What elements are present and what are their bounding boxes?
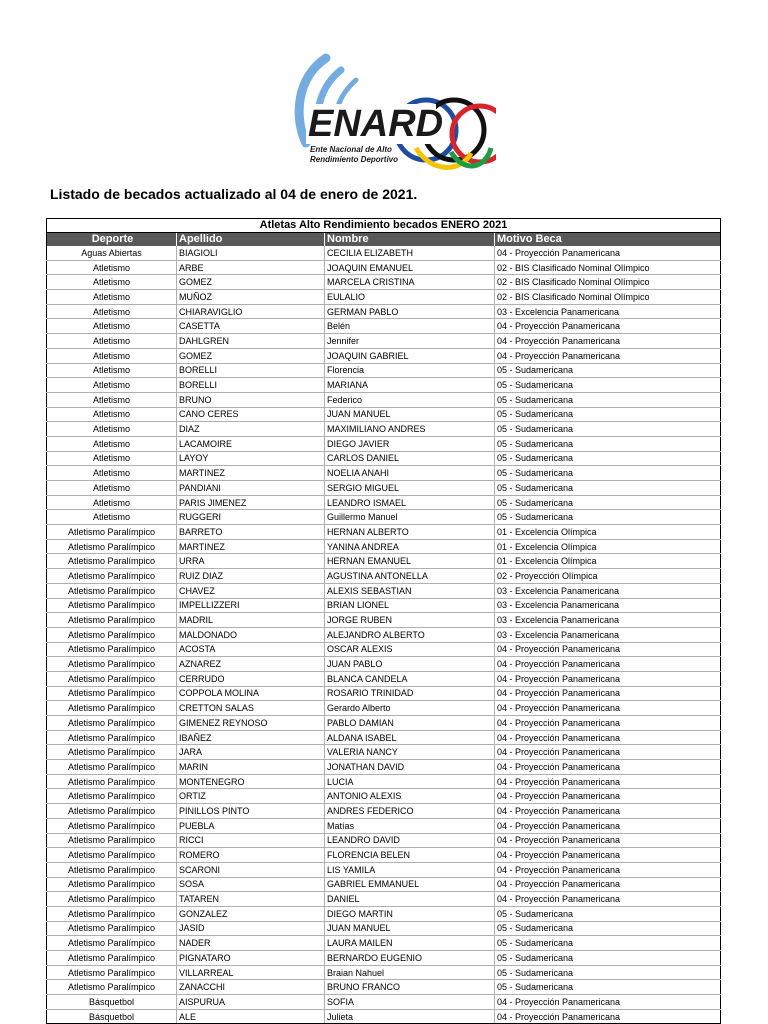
table-row [47, 363, 721, 378]
table-row [47, 921, 721, 936]
motivo-beca-cell: 02 - BIS Clasificado Nominal Olímpico [495, 275, 721, 290]
apellido-cell: URRA [177, 554, 325, 569]
nombre-cell: JUAN PABLO [325, 657, 495, 672]
deporte-cell: Atletismo Paralímpico [47, 642, 177, 657]
apellido-cell: BRUNO [177, 392, 325, 407]
deporte-cell: Atletismo [47, 363, 177, 378]
motivo-beca-cell: 05 - Sudamericana [495, 936, 721, 951]
apellido-cell: LAYOY [177, 451, 325, 466]
motivo-beca-cell: 04 - Proyección Panamericana [495, 818, 721, 833]
motivo-beca-cell: 05 - Sudamericana [495, 392, 721, 407]
table-row [47, 745, 721, 760]
table-row [47, 862, 721, 877]
nombre-cell: Gerardo Alberto [325, 701, 495, 716]
motivo-beca-cell: 04 - Proyección Panamericana [495, 334, 721, 349]
motivo-beca-cell: 02 - BIS Clasificado Nominal Olímpico [495, 260, 721, 275]
table-row [47, 525, 721, 540]
apellido-cell: COPPOLA MOLINA [177, 686, 325, 701]
table-row [47, 260, 721, 275]
motivo-beca-cell: 04 - Proyección Panamericana [495, 701, 721, 716]
nombre-cell: Julieta [325, 1009, 495, 1024]
motivo-beca-cell: 02 - BIS Clasificado Nominal Olímpico [495, 290, 721, 305]
nombre-cell: YANINA ANDREA [325, 539, 495, 554]
motivo-beca-cell: 01 - Excelencia Olímpica [495, 554, 721, 569]
apellido-cell: PIGNATARO [177, 951, 325, 966]
nombre-cell: AGUSTINA ANTONELLA [325, 569, 495, 584]
logo-subtitle-1: Ente Nacional de Alto [310, 145, 392, 154]
table-body [47, 246, 721, 1024]
motivo-beca-cell: 04 - Proyección Panamericana [495, 774, 721, 789]
apellido-cell: BIAGIOLI [177, 246, 325, 260]
nombre-cell: DIEGO MARTIN [325, 906, 495, 921]
motivo-beca-cell: 04 - Proyección Panamericana [495, 892, 721, 907]
enard-logo [286, 48, 496, 176]
table-row [47, 936, 721, 951]
motivo-beca-cell: 05 - Sudamericana [495, 422, 721, 437]
nombre-cell: FLORENCIA BELEN [325, 848, 495, 863]
nombre-cell: JUAN MANUEL [325, 407, 495, 422]
table-row [47, 833, 721, 848]
nombre-cell: MARCELA CRISTINA [325, 275, 495, 290]
motivo-beca-cell: 04 - Proyección Panamericana [495, 848, 721, 863]
motivo-beca-cell: 01 - Excelencia Olímpica [495, 539, 721, 554]
table-row [47, 980, 721, 995]
nombre-cell: EULALIO [325, 290, 495, 305]
apellido-cell: ORTIZ [177, 789, 325, 804]
deporte-cell: Atletismo Paralímpico [47, 554, 177, 569]
logo-subtitle-2: Rendimiento Deportivo [310, 155, 399, 164]
nombre-cell: Guillermo Manuel [325, 510, 495, 525]
deporte-cell: Atletismo Paralímpico [47, 862, 177, 877]
nombre-cell: JONATHAN DAVID [325, 760, 495, 775]
deporte-cell: Atletismo Paralímpico [47, 980, 177, 995]
nombre-cell: Jennifer [325, 334, 495, 349]
apellido-cell: ZANACCHI [177, 980, 325, 995]
page-heading: Listado de becados actualizado al 04 de enero de 2021. [50, 186, 418, 202]
nombre-cell: SERGIO MIGUEL [325, 481, 495, 496]
motivo-beca-cell: 05 - Sudamericana [495, 965, 721, 980]
motivo-beca-cell: 04 - Proyección Panamericana [495, 789, 721, 804]
motivo-beca-cell: 04 - Proyección Panamericana [495, 1009, 721, 1024]
deporte-cell: Atletismo [47, 290, 177, 305]
nombre-cell: ANDRES FEDERICO [325, 804, 495, 819]
table-title: Atletas Alto Rendimiento becados ENERO 2021 [47, 219, 721, 233]
table-row [47, 848, 721, 863]
deporte-cell: Atletismo Paralímpico [47, 539, 177, 554]
scholarship-table-container [46, 218, 720, 1024]
apellido-cell: LACAMOIRE [177, 436, 325, 451]
table-row [47, 510, 721, 525]
motivo-beca-cell: 04 - Proyección Panamericana [495, 862, 721, 877]
deporte-cell: Atletismo Paralímpico [47, 951, 177, 966]
motivo-beca-cell: 05 - Sudamericana [495, 378, 721, 393]
column-header-motivo-beca: Motivo Beca [495, 233, 721, 247]
apellido-cell: RUGGERI [177, 510, 325, 525]
deporte-cell: Atletismo [47, 319, 177, 334]
nombre-cell: CARLOS DANIEL [325, 451, 495, 466]
table-row [47, 319, 721, 334]
nombre-cell: JORGE RUBEN [325, 613, 495, 628]
column-header-deporte: Deporte [47, 233, 177, 247]
motivo-beca-cell: 05 - Sudamericana [495, 466, 721, 481]
deporte-cell: Atletismo Paralímpico [47, 877, 177, 892]
motivo-beca-cell: 03 - Excelencia Panamericana [495, 598, 721, 613]
deporte-cell: Atletismo Paralímpico [47, 701, 177, 716]
table-row [47, 1009, 721, 1024]
nombre-cell: GERMAN PABLO [325, 304, 495, 319]
motivo-beca-cell: 03 - Excelencia Panamericana [495, 613, 721, 628]
apellido-cell: BORELLI [177, 378, 325, 393]
deporte-cell: Atletismo Paralímpico [47, 583, 177, 598]
apellido-cell: TATAREN [177, 892, 325, 907]
deporte-cell: Atletismo Paralímpico [47, 833, 177, 848]
apellido-cell: IBAÑEZ [177, 730, 325, 745]
deporte-cell: Atletismo [47, 451, 177, 466]
nombre-cell: Braian Nahuel [325, 965, 495, 980]
table-row [47, 569, 721, 584]
deporte-cell: Atletismo Paralímpico [47, 598, 177, 613]
apellido-cell: DIAZ [177, 422, 325, 437]
table-row [47, 716, 721, 731]
nombre-cell: VALERIA NANCY [325, 745, 495, 760]
deporte-cell: Atletismo [47, 466, 177, 481]
nombre-cell: LIS YAMILA [325, 862, 495, 877]
motivo-beca-cell: 03 - Excelencia Panamericana [495, 304, 721, 319]
nombre-cell: JOAQUIN EMANUEL [325, 260, 495, 275]
apellido-cell: MALDONADO [177, 627, 325, 642]
apellido-cell: CHIARAVIGLIO [177, 304, 325, 319]
motivo-beca-cell: 04 - Proyección Panamericana [495, 745, 721, 760]
nombre-cell: DANIEL [325, 892, 495, 907]
nombre-cell: ANTONIO ALEXIS [325, 789, 495, 804]
deporte-cell: Atletismo [47, 392, 177, 407]
table-row [47, 627, 721, 642]
deporte-cell: Atletismo [47, 495, 177, 510]
deporte-cell: Atletismo Paralímpico [47, 627, 177, 642]
motivo-beca-cell: 03 - Excelencia Panamericana [495, 583, 721, 598]
table-row [47, 583, 721, 598]
apellido-cell: JARA [177, 745, 325, 760]
apellido-cell: PUEBLA [177, 818, 325, 833]
nombre-cell: CECILIA ELIZABETH [325, 246, 495, 260]
table-row [47, 378, 721, 393]
motivo-beca-cell: 03 - Excelencia Panamericana [495, 627, 721, 642]
nombre-cell: Belén [325, 319, 495, 334]
nombre-cell: OSCAR ALEXIS [325, 642, 495, 657]
table-row [47, 451, 721, 466]
apellido-cell: MARIN [177, 760, 325, 775]
apellido-cell: DAHLGREN [177, 334, 325, 349]
deporte-cell: Atletismo Paralímpico [47, 760, 177, 775]
nombre-cell: PABLO DAMIAN [325, 716, 495, 731]
apellido-cell: ACOSTA [177, 642, 325, 657]
table-row [47, 965, 721, 980]
table-row [47, 436, 721, 451]
motivo-beca-cell: 04 - Proyección Panamericana [495, 804, 721, 819]
apellido-cell: ROMERO [177, 848, 325, 863]
motivo-beca-cell: 05 - Sudamericana [495, 481, 721, 496]
logo-wordmark: ENARD [308, 103, 444, 145]
deporte-cell: Atletismo [47, 304, 177, 319]
apellido-cell: SOSA [177, 877, 325, 892]
table-row [47, 671, 721, 686]
nombre-cell: HERNAN EMANUEL [325, 554, 495, 569]
table-row [47, 598, 721, 613]
nombre-cell: MAXIMILIANO ANDRES [325, 422, 495, 437]
deporte-cell: Atletismo Paralímpico [47, 965, 177, 980]
nombre-cell: LEANDRO ISMAEL [325, 495, 495, 510]
apellido-cell: MARTINEZ [177, 539, 325, 554]
table-row [47, 275, 721, 290]
apellido-cell: CANO CERES [177, 407, 325, 422]
deporte-cell: Básquetbol [47, 1009, 177, 1024]
deporte-cell: Atletismo Paralímpico [47, 936, 177, 951]
apellido-cell: MARTINEZ [177, 466, 325, 481]
motivo-beca-cell: 04 - Proyección Panamericana [495, 348, 721, 363]
apellido-cell: BARRETO [177, 525, 325, 540]
apellido-cell: RICCI [177, 833, 325, 848]
motivo-beca-cell: 05 - Sudamericana [495, 951, 721, 966]
deporte-cell: Atletismo Paralímpico [47, 671, 177, 686]
apellido-cell: GOMEZ [177, 348, 325, 363]
deporte-cell: Atletismo Paralímpico [47, 525, 177, 540]
apellido-cell: GONZALEZ [177, 906, 325, 921]
motivo-beca-cell: 05 - Sudamericana [495, 451, 721, 466]
table-row [47, 539, 721, 554]
nombre-cell: GABRIEL EMMANUEL [325, 877, 495, 892]
nombre-cell: NOELIA ANAHI [325, 466, 495, 481]
motivo-beca-cell: 05 - Sudamericana [495, 363, 721, 378]
table-row [47, 804, 721, 819]
table-row [47, 877, 721, 892]
motivo-beca-cell: 04 - Proyección Panamericana [495, 730, 721, 745]
nombre-cell: MARIANA [325, 378, 495, 393]
table-row [47, 304, 721, 319]
deporte-cell: Atletismo [47, 260, 177, 275]
table-row [47, 481, 721, 496]
nombre-cell: LEANDRO DAVID [325, 833, 495, 848]
table-row [47, 701, 721, 716]
deporte-cell: Atletismo [47, 510, 177, 525]
apellido-cell: CERRUDO [177, 671, 325, 686]
deporte-cell: Atletismo [47, 436, 177, 451]
nombre-cell: ALEXIS SEBASTIAN [325, 583, 495, 598]
apellido-cell: IMPELLIZZERI [177, 598, 325, 613]
motivo-beca-cell: 04 - Proyección Panamericana [495, 246, 721, 260]
table-row [47, 334, 721, 349]
deporte-cell: Básquetbol [47, 995, 177, 1010]
table-row [47, 495, 721, 510]
nombre-cell: DIEGO JAVIER [325, 436, 495, 451]
apellido-cell: MADRIL [177, 613, 325, 628]
apellido-cell: ALE [177, 1009, 325, 1024]
motivo-beca-cell: 05 - Sudamericana [495, 407, 721, 422]
motivo-beca-cell: 05 - Sudamericana [495, 436, 721, 451]
table-row [47, 392, 721, 407]
table-row [47, 686, 721, 701]
nombre-cell: ALDANA ISABEL [325, 730, 495, 745]
nombre-cell: Federico [325, 392, 495, 407]
deporte-cell: Atletismo [47, 275, 177, 290]
nombre-cell: BERNARDO EUGENIO [325, 951, 495, 966]
motivo-beca-cell: 04 - Proyección Panamericana [495, 686, 721, 701]
table-row [47, 554, 721, 569]
deporte-cell: Atletismo [47, 334, 177, 349]
apellido-cell: ARBE [177, 260, 325, 275]
apellido-cell: RUIZ DIAZ [177, 569, 325, 584]
deporte-cell: Atletismo [47, 407, 177, 422]
table-row [47, 760, 721, 775]
motivo-beca-cell: 04 - Proyección Panamericana [495, 716, 721, 731]
table-row [47, 789, 721, 804]
table-row [47, 407, 721, 422]
motivo-beca-cell: 05 - Sudamericana [495, 980, 721, 995]
motivo-beca-cell: 04 - Proyección Panamericana [495, 319, 721, 334]
deporte-cell: Atletismo Paralímpico [47, 569, 177, 584]
deporte-cell: Atletismo Paralímpico [47, 657, 177, 672]
motivo-beca-cell: 05 - Sudamericana [495, 495, 721, 510]
table-row [47, 613, 721, 628]
apellido-cell: BORELLI [177, 363, 325, 378]
deporte-cell: Atletismo Paralímpico [47, 745, 177, 760]
nombre-cell: ALEJANDRO ALBERTO [325, 627, 495, 642]
motivo-beca-cell: 01 - Excelencia Olímpica [495, 525, 721, 540]
apellido-cell: SCARONI [177, 862, 325, 877]
apellido-cell: MONTENEGRO [177, 774, 325, 789]
nombre-cell: SOFIA [325, 995, 495, 1010]
deporte-cell: Atletismo Paralímpico [47, 848, 177, 863]
apellido-cell: PARIS JIMENEZ [177, 495, 325, 510]
nombre-cell: HERNAN ALBERTO [325, 525, 495, 540]
nombre-cell: BRUNO FRANCO [325, 980, 495, 995]
column-header-nombre: Nombre [325, 233, 495, 247]
nombre-cell: BLANCA CANDELA [325, 671, 495, 686]
deporte-cell: Atletismo Paralímpico [47, 789, 177, 804]
table-row [47, 290, 721, 305]
deporte-cell: Atletismo Paralímpico [47, 804, 177, 819]
table-row [47, 246, 721, 260]
apellido-cell: PANDIANI [177, 481, 325, 496]
motivo-beca-cell: 02 - Proyección Olímpica [495, 569, 721, 584]
table-row [47, 466, 721, 481]
nombre-cell: Matías [325, 818, 495, 833]
nombre-cell: ROSARIO TRINIDAD [325, 686, 495, 701]
motivo-beca-cell: 04 - Proyección Panamericana [495, 760, 721, 775]
column-header-apellido: Apellido [177, 233, 325, 247]
nombre-cell: LUCIA [325, 774, 495, 789]
scholarship-table [46, 218, 721, 1024]
table-row [47, 348, 721, 363]
apellido-cell: CHAVEZ [177, 583, 325, 598]
deporte-cell: Atletismo Paralímpico [47, 730, 177, 745]
motivo-beca-cell: 04 - Proyección Panamericana [495, 833, 721, 848]
motivo-beca-cell: 05 - Sudamericana [495, 510, 721, 525]
nombre-cell: JOAQUIN GABRIEL [325, 348, 495, 363]
table-header-row [47, 233, 721, 247]
deporte-cell: Atletismo Paralímpico [47, 686, 177, 701]
nombre-cell: BRIAN LIONEL [325, 598, 495, 613]
apellido-cell: AZNAREZ [177, 657, 325, 672]
apellido-cell: JASID [177, 921, 325, 936]
motivo-beca-cell: 04 - Proyección Panamericana [495, 657, 721, 672]
motivo-beca-cell: 05 - Sudamericana [495, 906, 721, 921]
deporte-cell: Atletismo Paralímpico [47, 774, 177, 789]
table-row [47, 730, 721, 745]
apellido-cell: CRETTON SALAS [177, 701, 325, 716]
apellido-cell: GOMEZ [177, 275, 325, 290]
apellido-cell: NADER [177, 936, 325, 951]
deporte-cell: Atletismo Paralímpico [47, 716, 177, 731]
table-row [47, 422, 721, 437]
apellido-cell: AISPURUA [177, 995, 325, 1010]
nombre-cell: LAURA MAILEN [325, 936, 495, 951]
deporte-cell: Atletismo [47, 348, 177, 363]
motivo-beca-cell: 04 - Proyección Panamericana [495, 877, 721, 892]
nombre-cell: JUAN MANUEL [325, 921, 495, 936]
table-row [47, 774, 721, 789]
deporte-cell: Atletismo Paralímpico [47, 613, 177, 628]
apellido-cell: GIMENEZ REYNOSO [177, 716, 325, 731]
apellido-cell: VILLARREAL [177, 965, 325, 980]
deporte-cell: Atletismo Paralímpico [47, 892, 177, 907]
deporte-cell: Atletismo [47, 422, 177, 437]
deporte-cell: Atletismo [47, 378, 177, 393]
table-row [47, 892, 721, 907]
deporte-cell: Atletismo Paralímpico [47, 818, 177, 833]
table-row [47, 642, 721, 657]
deporte-cell: Atletismo [47, 481, 177, 496]
deporte-cell: Aguas Abiertas [47, 246, 177, 260]
table-row [47, 906, 721, 921]
apellido-cell: CASETTA [177, 319, 325, 334]
deporte-cell: Atletismo Paralímpico [47, 921, 177, 936]
motivo-beca-cell: 04 - Proyección Panamericana [495, 642, 721, 657]
table-row [47, 995, 721, 1010]
table-row [47, 818, 721, 833]
apellido-cell: MUÑOZ [177, 290, 325, 305]
nombre-cell: Florencia [325, 363, 495, 378]
apellido-cell: PINILLOS PINTO [177, 804, 325, 819]
motivo-beca-cell: 04 - Proyección Panamericana [495, 671, 721, 686]
motivo-beca-cell: 05 - Sudamericana [495, 921, 721, 936]
table-row [47, 657, 721, 672]
motivo-beca-cell: 04 - Proyección Panamericana [495, 995, 721, 1010]
table-row [47, 951, 721, 966]
deporte-cell: Atletismo Paralímpico [47, 906, 177, 921]
